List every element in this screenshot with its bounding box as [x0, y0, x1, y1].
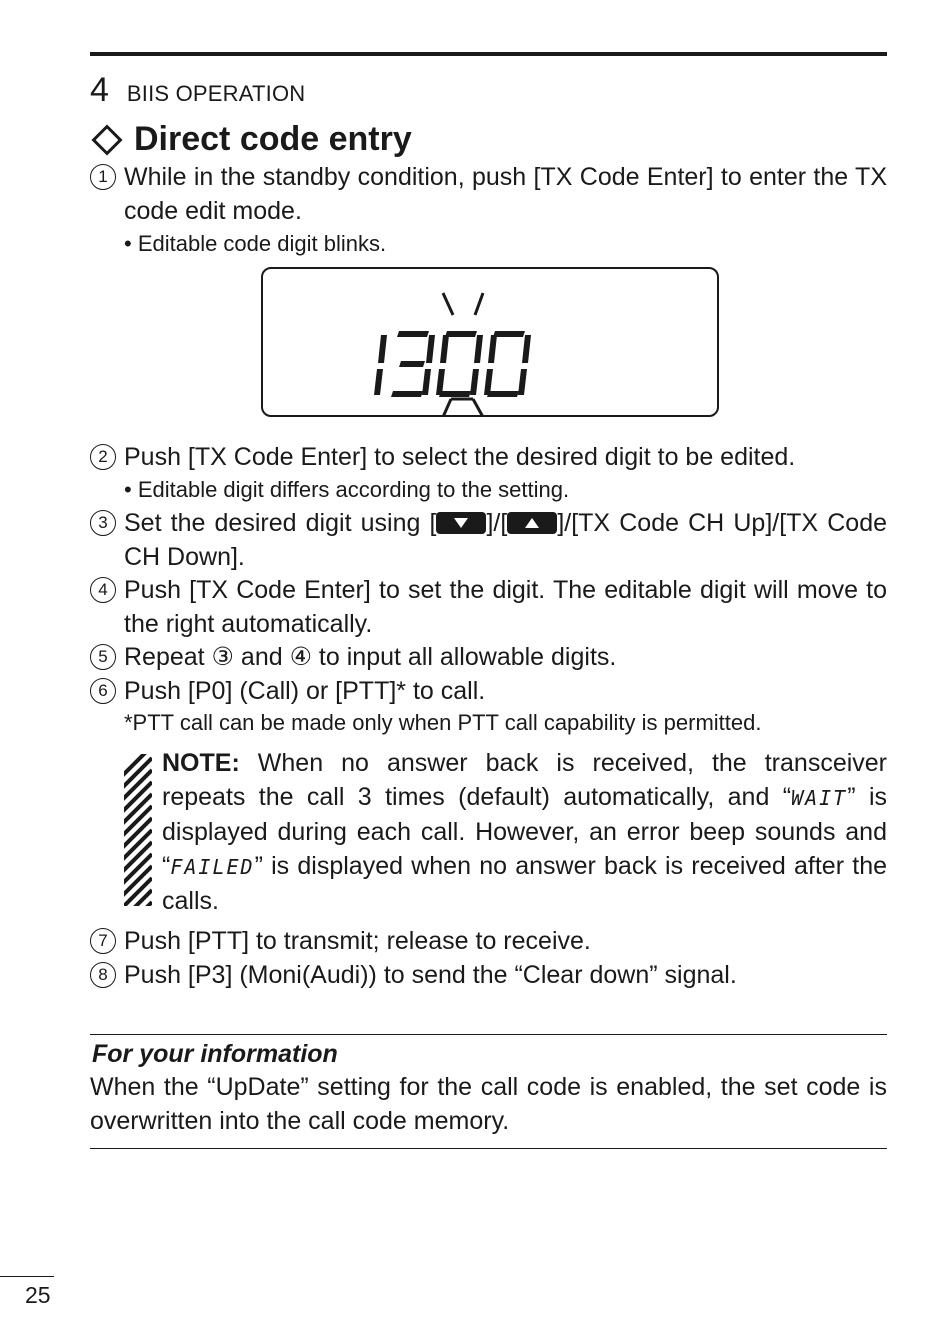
step-number: 2 [90, 444, 116, 470]
step-3-text-c: ]/[TX Code CH Up]/[TX Code CH Down]. [124, 509, 887, 571]
top-rule [90, 52, 887, 56]
note-text [162, 746, 887, 918]
lcd-digit-0a [436, 331, 483, 397]
step-text: Push [TX Code Enter] to select the desired digit to be edited. [124, 443, 796, 471]
step-text [124, 506, 887, 574]
info-top-rule [90, 1034, 887, 1035]
step-number: 5 [90, 644, 116, 670]
step-7 [90, 924, 887, 958]
step-4 [90, 573, 887, 641]
step-2-note: • Editable digit differs according to the setting. [124, 477, 570, 502]
note-text-c: ” is displayed when no answer back is received after the calls. [162, 852, 887, 915]
step-text: Push [P3] (Moni(Audi)) to send the “Clear down” signal. [124, 961, 737, 989]
lcd-word-wait: WAIT [791, 786, 848, 810]
step-number: 1 [90, 164, 116, 190]
lcd-digit-3 [391, 331, 435, 397]
note-text-a: When no answer back is received, the transceiver repeats the call 3 times (default) automatically, and “ [162, 749, 887, 811]
section-title [90, 120, 412, 159]
lcd-display [261, 267, 719, 417]
step-1 [90, 160, 887, 228]
note-text-b: ” is displayed during each call. However, an error beep sounds and “ [162, 783, 887, 880]
step-number: 7 [90, 928, 116, 954]
down-triangle-key-icon [436, 512, 486, 534]
lcd-digit-1 [374, 335, 387, 395]
up-triangle-key-icon [507, 512, 557, 534]
step-2 [90, 440, 887, 474]
step-text: Push [TX Code Enter] to set the digit. The editable digit will move to the right automatically. [124, 576, 887, 638]
step-3 [90, 506, 887, 574]
note-label: NOTE: [162, 749, 240, 777]
step-text: While in the standby condition, push [TX Code Enter] to enter the TX code edit mode. [124, 163, 887, 225]
step-3-text-b: ]/[ [486, 509, 508, 537]
lcd-digits-graphic [263, 269, 717, 415]
page-number: 25 [25, 1282, 51, 1308]
step-5 [90, 640, 887, 674]
step-3-text-a: Set the desired digit using [ [124, 509, 437, 537]
step-text: Push [P0] (Call) or [PTT]* to call. [124, 677, 486, 705]
step-6 [90, 674, 887, 708]
page-number-rule [0, 1276, 54, 1277]
step-1-note: • Editable code digit blinks. [124, 231, 387, 256]
step-8 [90, 958, 887, 992]
info-title: For your information [92, 1040, 338, 1068]
info-bottom-rule [90, 1148, 887, 1149]
chapter-header [90, 70, 305, 110]
step-number: 4 [90, 577, 116, 603]
lcd-word-failed: FAILED [170, 855, 255, 879]
lcd-digit-0b [484, 331, 531, 397]
step-number: 6 [90, 678, 116, 704]
step-number: 8 [90, 962, 116, 988]
note-box [124, 746, 887, 915]
diamond-icon [91, 124, 122, 155]
section-title-text: Direct code entry [134, 120, 412, 158]
ptt-footnote: *PTT call can be made only when PTT call capability is permitted. [124, 710, 762, 735]
note-hatch-icon [124, 754, 152, 906]
chapter-number: 4 [90, 71, 109, 109]
step-text: Repeat ③ and ④ to input all allowable digits. [124, 643, 617, 671]
step-number: 3 [90, 510, 116, 536]
chapter-title: BIIS OPERATION [126, 81, 306, 106]
info-body: When the “UpDate” setting for the call code is enabled, the set code is overwritten into the call code memory. [90, 1073, 887, 1135]
step-text: Push [PTT] to transmit; release to receive. [124, 927, 591, 955]
